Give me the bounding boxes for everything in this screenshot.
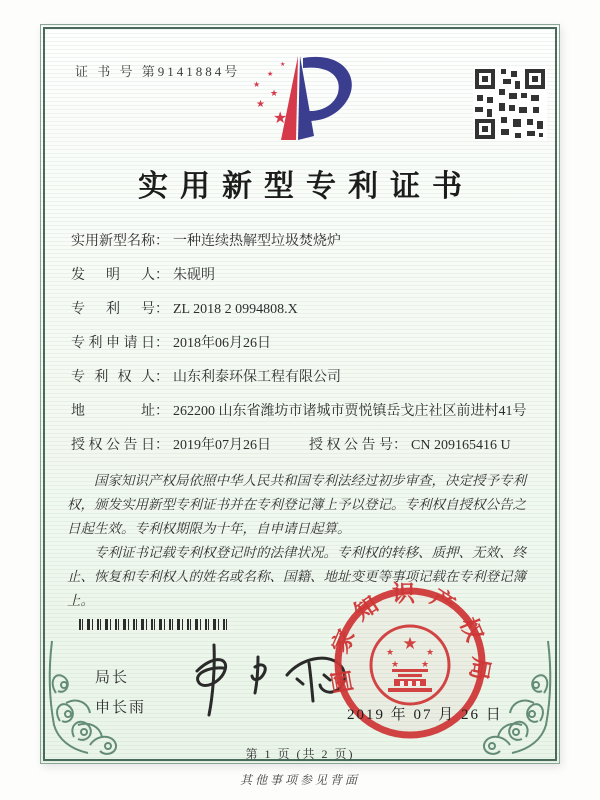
svg-text:★: ★: [402, 634, 418, 653]
grant-date-label: 授权公告日: [71, 438, 155, 453]
field-row-utility-model-name: 实用新型名称 ： 一种连续热解型垃圾焚烧炉: [71, 231, 537, 252]
director-name: 申长雨: [95, 700, 147, 716]
svg-text:★: ★: [385, 647, 395, 657]
certificate-title: 实用新型专利证书: [138, 170, 474, 203]
field-value: ZL 2018 2 0994808.X: [173, 302, 298, 317]
director-title: 局长: [95, 670, 130, 686]
back-note: 其他事项参见背面: [239, 773, 360, 787]
corner-ornament-icon: [44, 633, 140, 759]
legal-paragraph-1: 国家知识产权局依照中华人民共和国专利法经过初步审查，决定授予专利权，颁发实用新型专利证书并在专利登记簿上予以登记。专利权自授权公告之日起生效。专利权期限为十年，自申请日起算。: [67, 473, 526, 537]
field-label: 专利权人: [71, 370, 155, 385]
svg-text:★: ★: [425, 647, 435, 657]
qr-code-icon: [473, 67, 547, 141]
field-value: 2018年06月26日: [173, 336, 271, 351]
field-label: 专利号: [71, 302, 155, 317]
field-label: 专利申请日: [71, 336, 155, 351]
svg-text:★: ★: [390, 659, 400, 669]
barcode-icon: [79, 619, 227, 630]
svg-text:★: ★: [256, 99, 265, 110]
field-label: 地址: [71, 404, 155, 419]
svg-text:★: ★: [253, 80, 261, 89]
grant-date-value: 2019年07月26日: [173, 438, 271, 453]
grant-number-label: 授权公告号: [309, 438, 393, 453]
field-label: 发明人: [71, 268, 155, 283]
field-value: 朱砚明: [173, 268, 215, 283]
legal-paragraph-2: 专利证书记载专利权登记时的法律状况。专利权的转移、质押、无效、终止、恢复和专利权人的姓名或名称、国籍、地址变更等事项记载在专利登记簿上。: [67, 545, 526, 609]
field-row-address: 地址 ： 262200 山东省潍坊市诸城市贾悦镇岳戈庄社区前进村41号: [71, 401, 537, 422]
svg-text:★: ★: [267, 70, 274, 78]
field-row-patent-number: 专利号 ： ZL 2018 2 0994808.X: [71, 299, 537, 320]
page-number: 第 1 页 (共 2 页): [245, 747, 355, 761]
patent-fields: [71, 231, 537, 469]
patent-certificate: [40, 24, 560, 764]
field-value: 262200 山东省潍坊市诸城市贾悦镇岳戈庄社区前进村41号: [173, 404, 527, 419]
field-value: 一种连续热解型垃圾焚烧炉: [173, 234, 341, 249]
field-row-inventor: 发明人 ： 朱砚明: [71, 265, 537, 286]
svg-text:★: ★: [280, 62, 286, 68]
field-row-grant: 授权公告日 ： 2019年07月26日 授权公告号 ： CN 209165416 U: [71, 435, 537, 456]
grant-number-value: CN 209165416 U: [411, 438, 511, 453]
seal-agency-text: 国家知识产权局: [326, 581, 494, 696]
svg-text:★: ★: [420, 659, 430, 669]
svg-text:★: ★: [270, 88, 279, 98]
logo-star: ★: [273, 110, 288, 127]
field-label: 实用新型名称: [71, 234, 155, 249]
field-row-filing-date: 专利申请日 ： 2018年06月26日: [71, 333, 537, 354]
seal-date: 2019 年 07 月 26 日: [347, 707, 503, 723]
certificate-number: 证 书 号 第9141884号: [75, 64, 241, 79]
field-value: 山东利泰环保工程有限公司: [173, 370, 341, 385]
cnipa-logo-icon: [243, 51, 363, 147]
field-row-patentee: 专利权人 ： 山东利泰环保工程有限公司: [71, 367, 537, 388]
